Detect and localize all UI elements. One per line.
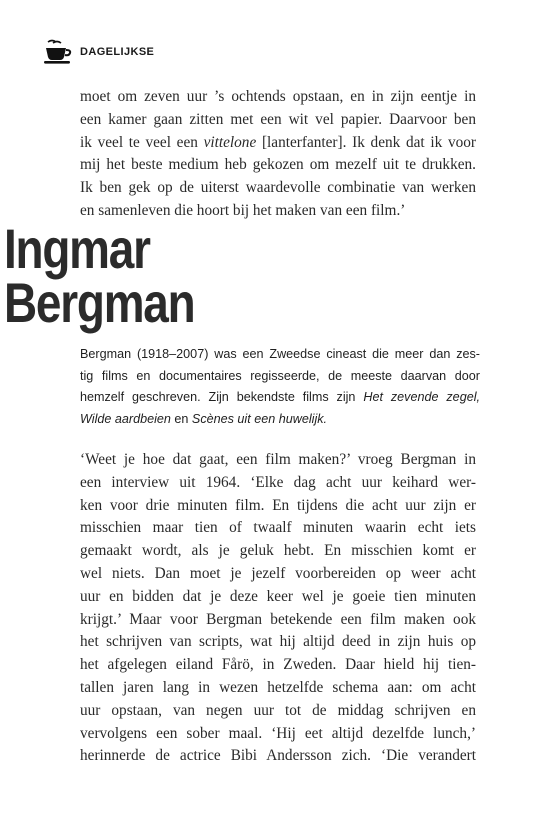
chapter-title: [4, 217, 195, 334]
story-line: wel niets. Dan moet je jezelf voorbereiden op weer acht: [80, 564, 476, 582]
story-line: vervolgens een sober maal. ‘Hij eet altijd dezelfde lunch,’: [80, 724, 476, 742]
story-line: uur en bidden dat je deze keer wel je goeie tien minuten: [80, 587, 476, 605]
story-line: herinnerde de actrice Bibi Andersson zich. ‘Die verandert: [80, 747, 476, 765]
story-line: tallen jaren lang in wezen hetzelfde schema aan: om acht: [80, 678, 476, 696]
intro-line: een kamer gaan zitten met een wit vel papier. Daarvoor ben: [80, 110, 476, 128]
story-paragraph: [80, 449, 476, 768]
chapter-title-first-name: Ingmar: [4, 217, 150, 280]
bio-line: hemzelf geschreven. Zijn bekendste films zijn Het zevende zegel,: [80, 390, 480, 404]
bio-line: Bergman (1918–2007) was een Zweedse cineast die meer dan zes-: [80, 347, 480, 361]
bio-line: tig films en documentaires regisseerde, de meeste daarvan door: [80, 368, 480, 383]
running-header: [44, 38, 154, 66]
coffee-cup-icon: [44, 39, 74, 65]
intro-line: en samenleven die hoort bij het maken van een film.’: [80, 201, 406, 219]
intro-line: ik veel te veel een vittelone [lanterfanter]. Ik denk dat ik voor: [80, 133, 476, 151]
story-line: het schrijven van scripts, wat hij altijd deed in zijn huis op: [80, 633, 476, 651]
bio-line: Wilde aardbeien en Scènes uit een huwelijk.: [80, 411, 328, 426]
intro-line: Ik ben gek op de uiterst waardevolle combinatie van werken: [80, 179, 476, 197]
story-line: krijgt.’ Maar voor Bergman betekende een film maken ook: [80, 610, 476, 628]
story-line: gemaakt wordt, als je geluk hebt. En misschien komt er: [80, 542, 476, 560]
story-line: misschien maar tien of twaalf minuten waarin echt iets: [80, 519, 476, 537]
intro-line: moet om zeven uur ’s ochtends opstaan, en in zijn eentje in: [80, 88, 476, 105]
story-line: uur opstaan, van negen uur tot de middag schrijven en: [80, 701, 476, 719]
section-label: DAGELIJKSE: [80, 46, 155, 58]
story-line: ‘Weet je hoe dat gaat, een film maken?’ vroeg Bergman in: [80, 451, 476, 468]
chapter-title-last-name: Bergman: [4, 271, 195, 334]
story-line: het afgelegen eiland Fårö, in Zweden. Daar hield hij tien-: [80, 656, 476, 674]
story-line: een interview uit 1964. ‘Elke dag acht uur keihard wer-: [80, 473, 476, 491]
story-line: ken voor drie minuten film. En tijdens die acht uur zijn er: [80, 496, 476, 514]
intro-paragraph: [80, 86, 476, 223]
bio-paragraph: [80, 344, 480, 430]
intro-line: mij het beste medium heb gekozen om mezelf uit te drukken.: [80, 156, 476, 174]
